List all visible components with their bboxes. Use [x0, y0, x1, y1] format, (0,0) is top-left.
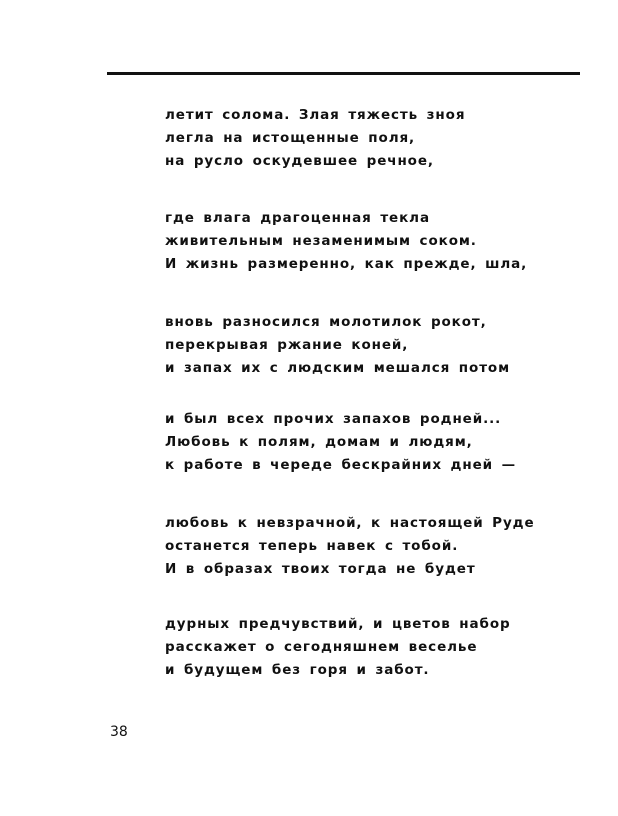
poem-line: легла на истощенные поля,: [165, 130, 416, 146]
poem-line: вновь разносился молотилок рокот,: [165, 314, 487, 330]
stanza-1: [165, 104, 565, 173]
page-number: 38: [110, 724, 128, 740]
stanza-6: [165, 613, 565, 682]
stanza-5: [165, 512, 565, 581]
poem-line: перекрывая ржание коней,: [165, 337, 409, 353]
poem-line: летит солома. Злая тяжесть зноя: [165, 107, 466, 123]
top-rule-divider: [107, 72, 580, 75]
poem-line: Любовь к полям, домам и людям,: [165, 434, 473, 450]
poem-line: живительным незаменимым соком.: [165, 233, 477, 249]
poem-line: где влага драгоценная текла: [165, 210, 430, 226]
stanza-2: [165, 207, 565, 276]
poem-line: дурных предчувствий, и цветов набор: [165, 616, 511, 632]
poem-line: расскажет о сегодняшнем веселье: [165, 639, 478, 655]
poem-line: и будущем без горя и забот.: [165, 662, 430, 678]
stanza-3: [165, 311, 565, 380]
poem-line: и запах их с людским мешался потом: [165, 360, 511, 376]
poem-line: И в образах твоих тогда не будет: [165, 561, 476, 577]
poem-line: останется теперь навек с тобой.: [165, 538, 459, 554]
poem-line: и был всех прочих запахов родней...: [165, 411, 502, 427]
poem-line: любовь к невзрачной, к настоящей Руде: [165, 515, 535, 531]
stanza-4: [165, 408, 565, 477]
poem-line: И жизнь размеренно, как прежде, шла,: [165, 256, 528, 272]
poem-line: к работе в череде бескрайних дней —: [165, 457, 516, 473]
poem-line: на русло оскудевшее речное,: [165, 153, 434, 169]
